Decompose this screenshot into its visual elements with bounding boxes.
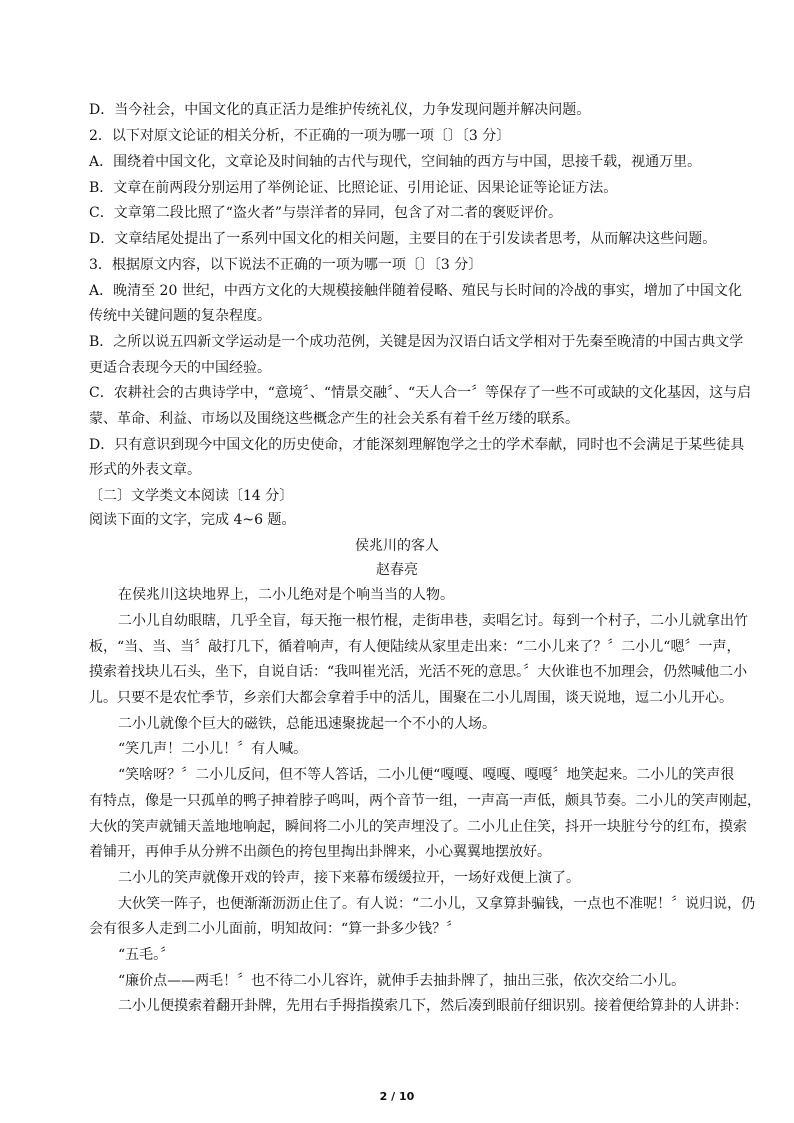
paragraph-7-line-1: 大伙笑一阵子，也便渐渐沥沥止住了。有人说：“二小儿，又拿算卦骗钱，一点也不准呢！〞说归说，仍	[118, 896, 756, 912]
paragraph-3: 二小儿就像个巨大的磁铁，总能迅速聚拢起一个不小的人场。	[118, 716, 496, 732]
option-1-d: D．当今社会，中国文化的真正活力是维护传统礼仪，力争发现问题并解决问题。	[89, 102, 591, 118]
paragraph-2-line-1: 二小儿自幼眼瞎，几乎全盲，每天拖一根竹棍，走街串巷，卖唱乞讨。每到一个村子，二小儿就拿出竹	[118, 613, 748, 629]
paragraph-8: “五毛。〞	[118, 947, 175, 963]
paragraph-1: 在侯兆川这块地界上，二小儿绝对是个响当当的人物。	[118, 587, 454, 603]
section-heading: 〔二〕文学类文本阅读〔14 分〕	[89, 488, 294, 504]
paragraph-2-line-3: 摸索着找块儿石头，坐下，自说自话：“我叫崔光活，光活不死的意思。〞大伙谁也不加理会，仍然喊他二小	[89, 664, 748, 680]
option-3-c-line-2: 蒙、革命、利益、市场以及围绕这些概念产生的社会关系有着千丝万缕的联系。	[89, 411, 579, 427]
option-2-b: B．文章在前两段分别运用了举例论证、比照论证、引用论证、因果论证等论证方法。	[89, 180, 618, 196]
option-3-a-line-2: 传统中关键问题的复杂程度。	[89, 308, 271, 324]
paragraph-6: 二小儿的笑声就像开戏的铃声，接下来幕布缓缓拉开，一场好戏便上演了。	[118, 870, 580, 886]
paragraph-5-line-3: 大伙的笑声就铺天盖地地响起，瞬间将二小儿的笑声埋没了。二小儿止住笑，抖开一块脏兮兮的红布，摸索	[89, 819, 747, 835]
option-3-a-line-1: A．晚清至 20 世纪，中西方文化的大规模接触伴随着侵略、殖民与长时间的冷战的事实，增加了中国文化	[89, 283, 742, 299]
paragraph-2-line-2: 板，“当、当、当〞敲打几下，循着响声，有人便陆续从家里走出来：“二小儿来了？〞二小儿“嗯〞一声，	[89, 639, 741, 655]
option-3-d-line-2: 形式的外表文章。	[89, 462, 201, 478]
option-2-c: C．文章第二段比照了“盗火者”与崇洋者的异同，包含了对二者的褒贬评价。	[89, 205, 563, 221]
option-3-b-line-1: B．之所以说五四新文学运动是一个成功范例，关键是因为汉语白话文学相对于先秦至晚清的中国古典文学	[89, 334, 744, 350]
paragraph-7-line-2: 会有很多人走到二小儿面前，明知故问：“算一卦多少钱？〞	[89, 921, 461, 937]
paragraph-5-line-2: 有特点，像是一只孤单的鸭子抻着脖子鸣叫，两个音节一组，一声高一声低，颇具节奏。二小儿的笑声刚起，	[89, 793, 761, 809]
option-2-d: D．文章结尾处提出了一系列中国文化的相关问题，主要目的在于引发读者思考，从而解决这些问题。	[89, 231, 717, 247]
option-2-a: A．围绕着中国文化，文章论及时间轴的古代与现代，空间轴的西方与中国，思接千载，视通万里。	[89, 154, 702, 170]
reading-instruction: 阅读下面的文字，完成 4~6 题。	[89, 512, 296, 528]
story-author: 赵春亮	[376, 562, 418, 578]
option-3-d-line-1: D．只有意识到现今中国文化的历史使命，才能深刻理解饱学之士的学术奉献，同时也不会满足于某些徒具	[89, 437, 745, 453]
page-number: 2 / 10	[379, 1090, 415, 1103]
story-title: 侯兆川的客人	[355, 538, 439, 554]
option-3-c-line-1: C．农耕社会的古典诗学中，“意境〞、“情景交融〞、“天人合一〞等保存了一些不可或缺的文化基因，这与启	[89, 385, 752, 401]
paragraph-4: “笑几声！二小儿！〞有人喊。	[118, 741, 308, 757]
paragraph-2-line-4: 儿。只要不是农忙季节，乡亲们大都会拿着手中的活儿，围聚在二小儿周围，谈天说地，逗二小儿开心。	[89, 690, 733, 706]
paragraph-10: 二小儿便摸索着翻开卦牌，先用右手拇指摸索几下，然后凑到眼前仔细识别。接着便给算卦的人讲卦：	[118, 998, 748, 1014]
paragraph-9: “廉价点——两毛！〞也不待二小儿容许，就伸手去抽卦牌了，抽出三张，依次交给二小儿。	[118, 973, 686, 989]
option-3-b-line-2: 更适合表现今天的中国经验。	[89, 360, 271, 376]
question-3: 3．根据原文内容，以下说法不正确的一项为哪一项〔〕〔3 分〕	[89, 257, 483, 273]
paragraph-5-line-4: 着铺开，再伸手从分辨不出颜色的挎包里掏出卦牌来，小心翼翼地摆放好。	[89, 844, 551, 860]
paragraph-5-line-1: “笑啥呀？〞二小儿反问，但不等人答话，二小儿便“嘎嘎、嘎嘎、嘎嘎〞地笑起来。二小儿的笑声很	[118, 767, 735, 783]
question-2: 2．以下对原文论证的相关分析，不正确的一项为哪一项〔〕〔3 分〕	[89, 128, 511, 144]
